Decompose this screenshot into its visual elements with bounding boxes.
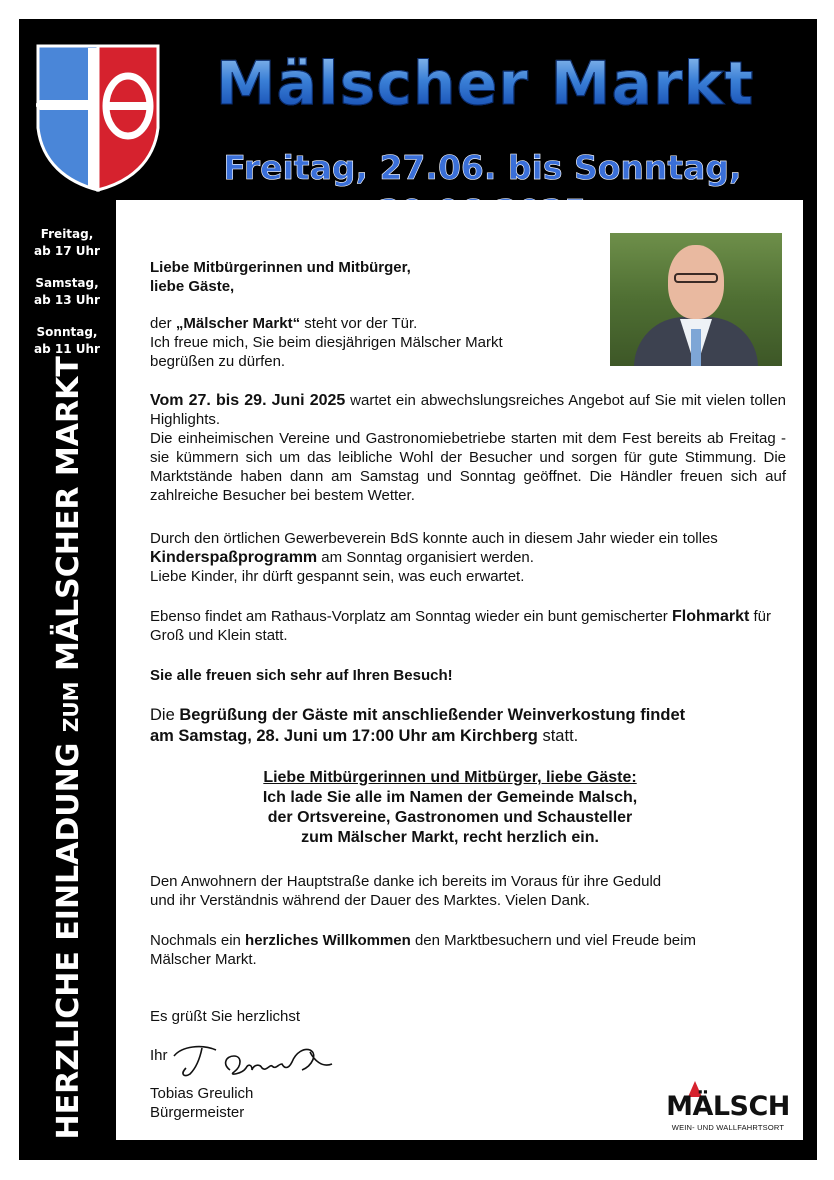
text-bold: Begrüßung der Gäste mit anschließender Weinverkostung [179,706,636,724]
time-sunday [20,324,114,358]
text-run: Mälscher Markt. [150,951,257,968]
text-run: Den Anwohnern der Hauptstraße danke ich bereits im Voraus für ihre Geduld [150,873,662,890]
invitation-line: der Ortsvereine, Gastronomen und Schausteller [267,809,633,826]
letter-panel [116,200,803,1140]
time-day: Sonntag, [36,325,98,339]
logo-subtitle: WEIN- UND WALLFAHRTSORT [671,1123,785,1132]
paragraph-residents [150,872,786,910]
invitation-line: Ich lade Sie alle im Namen der Gemeinde Malsch, [262,789,638,806]
paragraph-closing [150,931,786,969]
salutation-line: Liebe Mitbürgerinnen und Mitbürger, [150,259,411,276]
text-run: am Sonntag organisiert werden. [317,549,534,566]
greeting: Es grüßt Sie herzlichst [150,1008,301,1025]
text-bold: am Samstag, 28. Juni um 17:00 Uhr am Kirchberg [150,727,538,745]
invitation-line: zum Mälscher Markt, recht herzlich ein. [301,829,599,846]
text-run: der [150,315,176,332]
invitation-line: Liebe Mitbürgerinnen und Mitbürger, liebe Gäste: [263,769,637,786]
vertical-part: MÄLSCHER MARKT [51,356,86,682]
salutation-line: liebe Gäste, [150,278,235,295]
text-run: Nochmals ein [150,932,246,949]
time-value: ab 13 Uhr [34,293,100,307]
vertical-part: HERZLICHE EINLADUNG [51,732,86,1140]
vertical-part: ZUM [59,681,83,733]
text-bold: „Mälscher Markt“ [175,315,301,332]
signature [172,1034,342,1084]
time-day: Samstag, [35,276,99,290]
text-bold: Flohmarkt [671,608,750,625]
text-run: Ich freue mich, Sie beim diesjährigen Mälscher Markt begrüßen zu dürfen. [150,334,503,370]
paragraph-welcome [150,705,786,747]
logo-word: MÄLSCH [666,1091,790,1122]
text-run: Liebe Kinder, ihr dürft gespannt sein, was euch erwartet. [150,568,525,585]
signature-prefix: Ihr [150,1047,168,1064]
text-run: Die einheimischen Vereine und Gastronomiebetriebe starten mit dem Fest bereits ab Freitag - sie kümmern sich um das leibliche Wohl der Besucher und sorgen für gute Stimmung. Die Marktstände haben dann am Samstag und Sonntag geöffnet. Die Händler freuen sich auf zahlreiche Besucher bei bestem Wetter. [150,430,786,504]
invitation-block [150,768,750,848]
time-value: ab 17 Uhr [34,244,100,258]
paragraph-kids [150,529,786,586]
intro-paragraph [150,314,570,371]
salutation [150,258,786,296]
text-run: und ihr Verständnis während der Dauer des Marktes. Vielen Dank. [150,892,590,909]
text-run: den Marktbesuchern und viel Freude beim [410,932,696,949]
signer-name: Tobias Greulich [150,1085,254,1102]
text-run: für Groß und Klein statt. [150,608,771,644]
text-run: Durch den örtlichen Gewerbeverein BdS konnte auch in diesem Jahr wieder ein tolles [150,530,718,547]
text-run: statt. [537,727,579,745]
text-run: steht vor der Tür. [300,315,418,332]
page-title: Mälscher Markt [160,48,810,120]
time-saturday [20,275,114,309]
vertical-banner-text [45,356,93,1140]
time-friday [20,226,114,260]
opening-times [20,226,114,373]
coat-of-arms-icon [36,44,160,192]
text-bold: Vom 27. bis 29. Juni 2025 [150,392,346,409]
signer-role: Bürgermeister [150,1104,245,1121]
time-value: ab 11 Uhr [34,342,100,356]
text-bold: findet [635,706,686,724]
text-run: Die [150,706,180,724]
paragraph-dates [150,391,786,505]
text-bold: Kinderspaßprogramm [150,549,318,566]
vertical-banner [45,356,93,1140]
text-run: wartet ein abwechslungsreiches Angebot auf Sie mit vielen tollen Highlights. [150,392,787,428]
malsch-logo [664,1091,792,1137]
event-dates: Freitag, 27.06. bis Sonntag, [223,148,742,187]
time-day: Freitag, [40,227,94,241]
mayor-photo [610,233,782,366]
paragraph-fleamarket [150,607,786,645]
text-bold: herzliches Willkommen [245,932,411,949]
paragraph-visit: Sie alle freuen sich sehr auf Ihren Besuch! [150,667,453,684]
text-run: Ebenso findet am Rathaus-Vorplatz am Sonntag wieder ein bunt gemischerter [150,608,672,625]
